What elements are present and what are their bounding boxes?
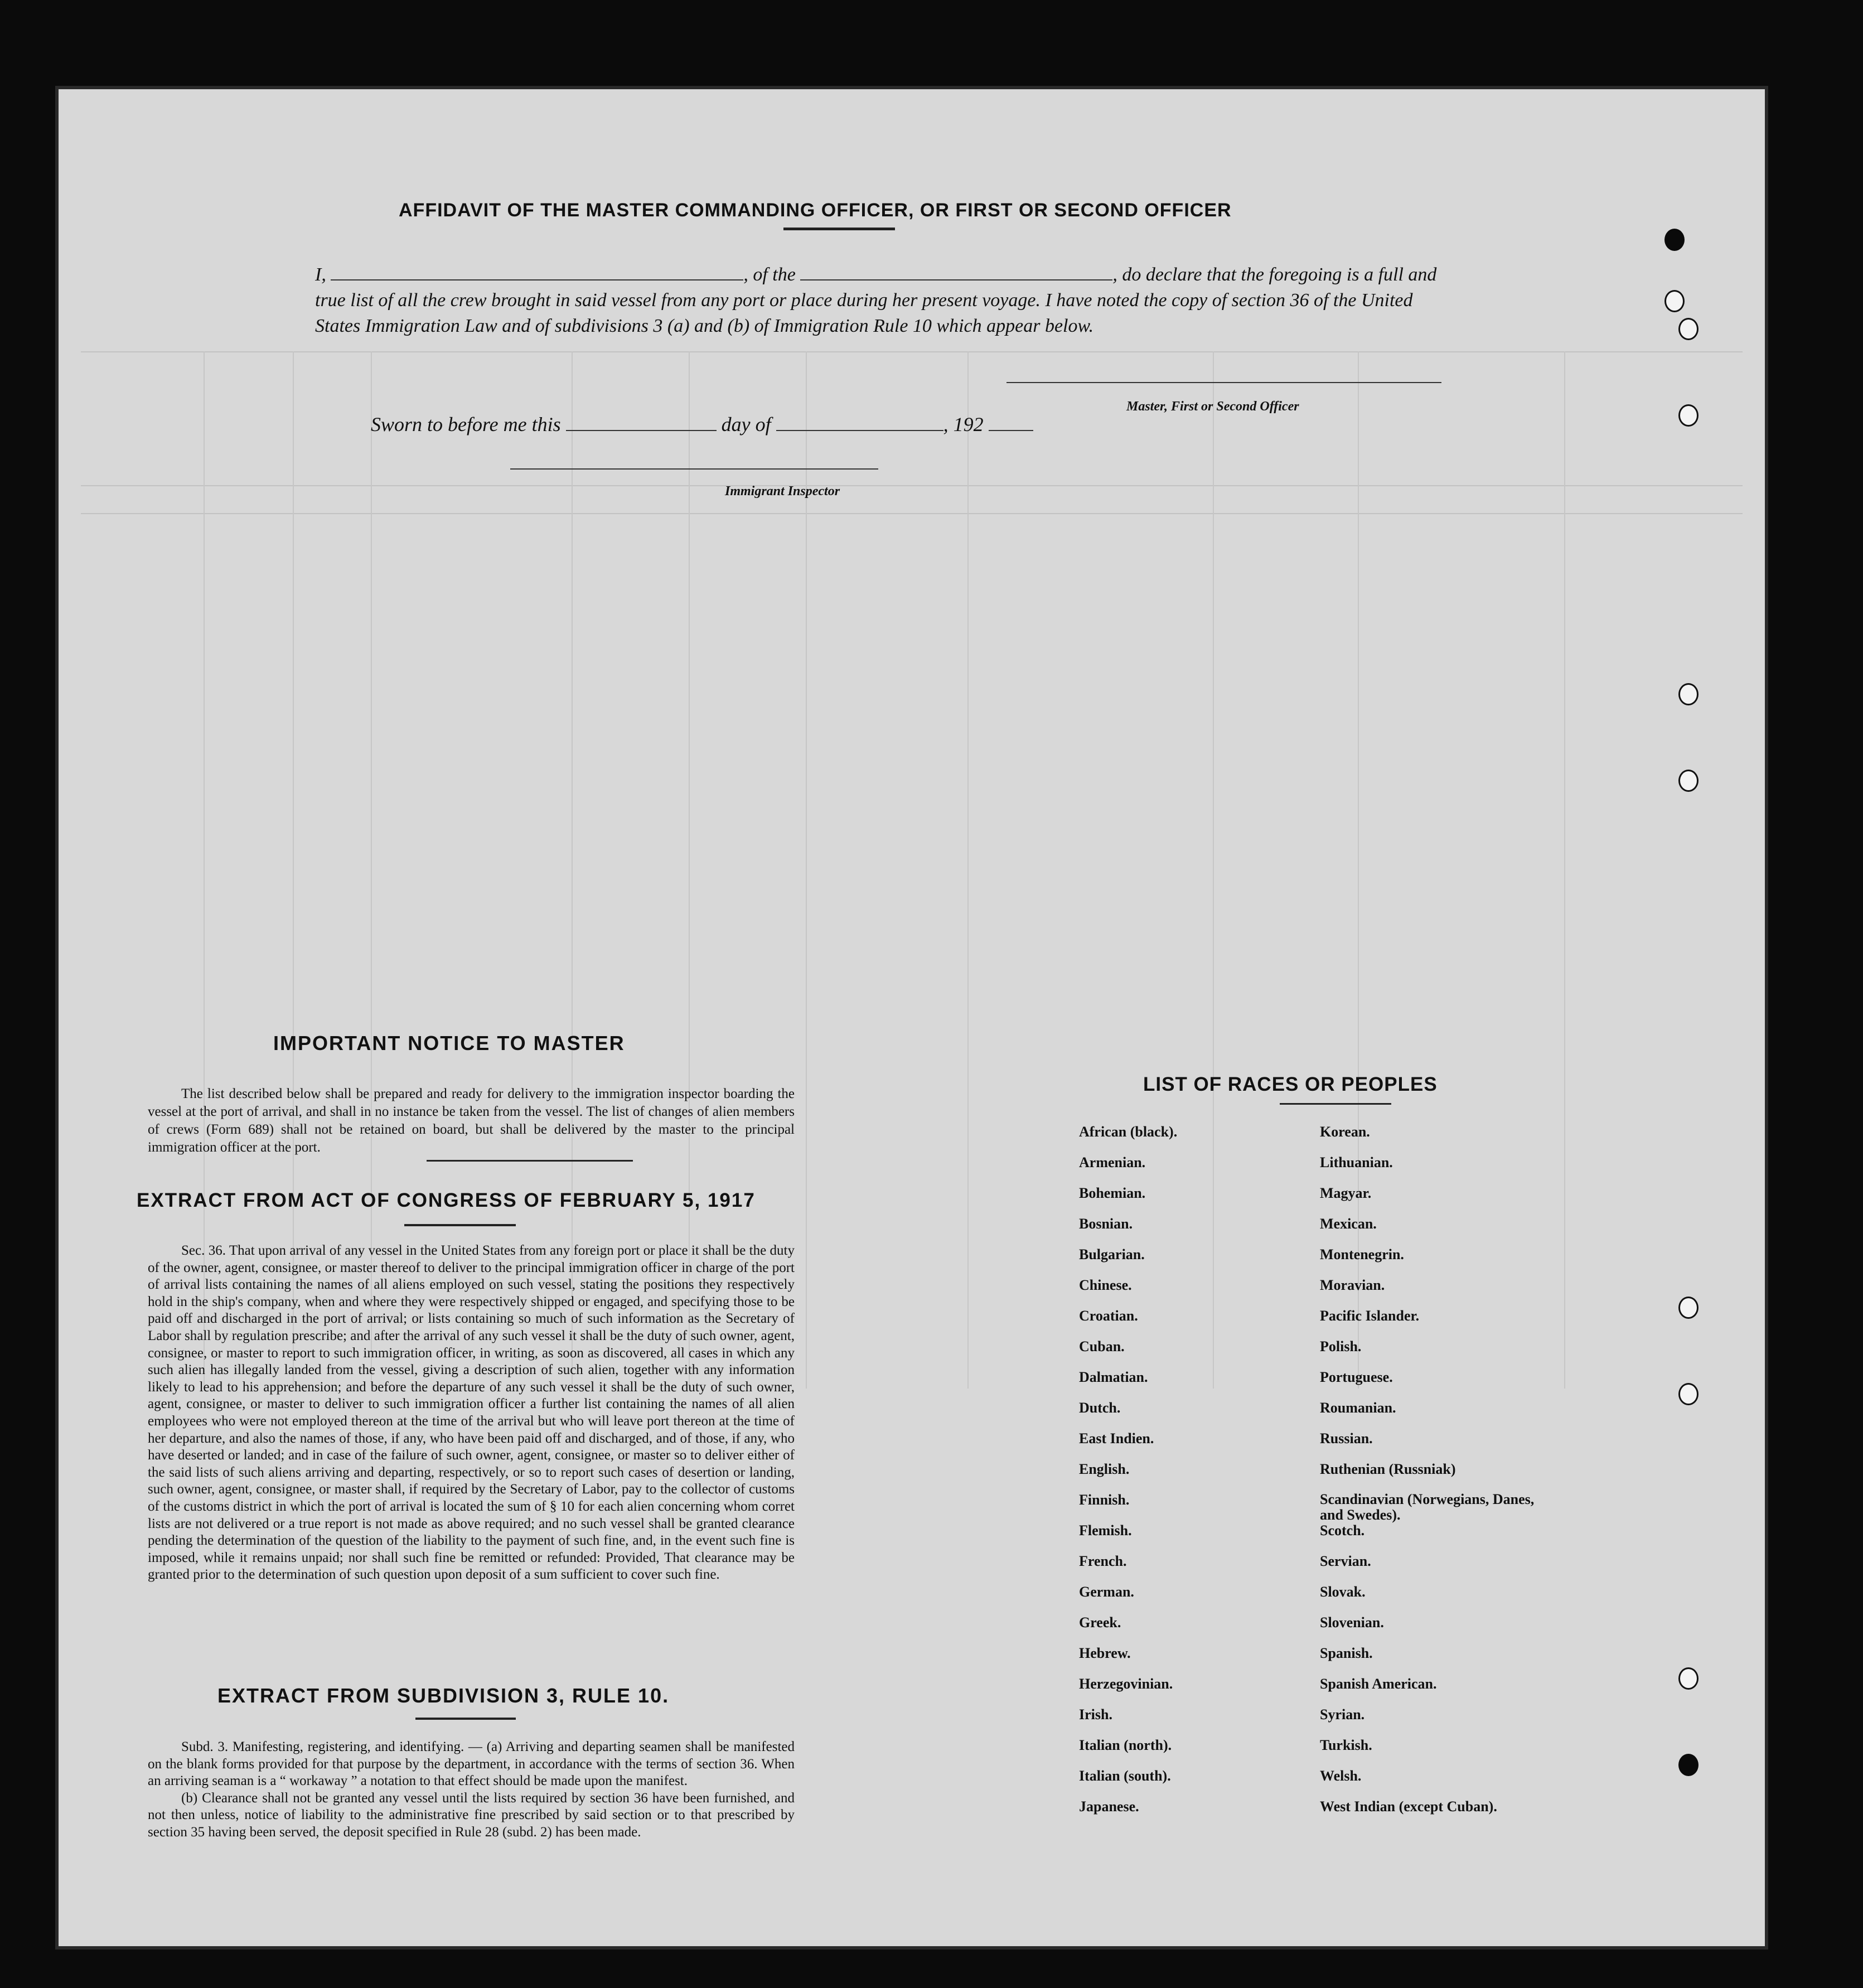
race-item: Slovak.	[1320, 1584, 1366, 1600]
race-item: Greek.	[1079, 1614, 1121, 1631]
affidavit-of-the: , of the	[743, 264, 796, 285]
race-item: Russian.	[1320, 1430, 1373, 1447]
race-item: Korean.	[1320, 1124, 1370, 1140]
rule-paragraph-a: Subd. 3. Manifesting, registering, and identifying. — (a) Arriving and departing seamen shall be manifested on the blank forms provided for that purpose by the department, in accordance with the terms of section 36. When an arriving seaman is a “ workaway ” a notation to that effect should be made upon the manifest.	[148, 1739, 795, 1788]
race-item: Spanish American.	[1320, 1676, 1437, 1692]
affidavit-body	[315, 262, 1453, 339]
race-item: Moravian.	[1320, 1277, 1385, 1293]
ghost-rule	[81, 351, 1743, 352]
races-right-list	[1320, 1124, 1543, 1829]
notice-paragraph: The list described below shall be prepared and ready for delivery to the immigration inspector boarding the vessel at the port of arrival, and shall in no instance be taken from the vessel. The list of changes of alien members of crews (Form 689) shall not be retained on board, but shall be delivered by the master to the principal immigration officer at the port.	[148, 1086, 795, 1155]
notice-rule	[427, 1160, 633, 1162]
sworn-month-field[interactable]	[776, 414, 943, 431]
race-item: Hebrew.	[1079, 1645, 1131, 1661]
binding-hole-icon	[1678, 1754, 1699, 1776]
affidavit-title: AFFIDAVIT OF THE MASTER COMMANDING OFFICER, OR FIRST OR SECOND OFFICER	[399, 200, 1232, 221]
notice-title: IMPORTANT NOTICE TO MASTER	[273, 1032, 625, 1055]
ghost-column	[1213, 351, 1214, 1389]
affidavit-i-label: I,	[315, 264, 326, 285]
race-item: Turkish.	[1320, 1737, 1372, 1753]
race-item: Flemish.	[1079, 1522, 1132, 1539]
race-item: Bulgarian.	[1079, 1246, 1145, 1263]
race-item: Lithuanian.	[1320, 1154, 1393, 1170]
sworn-year-prefix: , 192	[943, 413, 984, 436]
act-title: EXTRACT FROM ACT OF CONGRESS OF FEBRUARY 5, 1917	[137, 1189, 756, 1211]
race-item: Slovenian.	[1320, 1614, 1384, 1631]
rule-text	[148, 1739, 795, 1841]
rule-paragraph-b: (b) Clearance shall not be granted any vessel until the lists required by section 36 have been furnished, and not then unless, notice of liability to the administrative fine prescribed by said section or to that prescribed by section 35 having been served, the deposit specified in Rule 28 (subd. 2) has been made.	[148, 1790, 795, 1840]
race-item: Finnish.	[1079, 1492, 1130, 1508]
race-item: Magyar.	[1320, 1185, 1372, 1201]
race-item: Croatian.	[1079, 1308, 1138, 1324]
race-item: East Indien.	[1079, 1430, 1154, 1447]
inspector-signature-line[interactable]	[510, 468, 878, 470]
races-left-list	[1079, 1124, 1177, 1829]
race-item: Italian (north).	[1079, 1737, 1172, 1753]
race-item: Ruthenian (Russniak)	[1320, 1461, 1456, 1477]
ghost-column	[806, 351, 807, 1389]
act-underline	[404, 1224, 516, 1226]
sworn-day-field[interactable]	[566, 414, 717, 431]
title-underline	[783, 228, 895, 230]
notice-text	[148, 1085, 795, 1157]
race-item: Roumanian.	[1320, 1400, 1396, 1416]
rule-title: EXTRACT FROM SUBDIVISION 3, RULE 10.	[217, 1684, 670, 1707]
race-item: Montenegrin.	[1320, 1246, 1404, 1263]
race-item: Servian.	[1320, 1553, 1371, 1569]
race-item: German.	[1079, 1584, 1134, 1600]
ghost-column	[967, 351, 969, 1389]
race-item: Japanese.	[1079, 1798, 1139, 1815]
race-item: Herzegovinian.	[1079, 1676, 1173, 1692]
act-paragraph: Sec. 36. That upon arrival of any vessel in the United States from any foreign port or place it shall be the duty of the owner, agent, consignee, or master thereof to deliver to the principal immigration officer in charge of the port of arrival lists containing the names of all aliens employed on such vessel, stating the positions they respectively hold in the ship's company, when and where they were respectively shipped or engaged, and specifying those to be paid off and discharged in the port of arrival; or lists containing so much of such information as the Secretary of Labor shall by regulation prescribe; and after the arrival of any such vessel it shall be the duty of such owner, agent, consignee, or master to report to such immigration officer, in writing, as soon as discovered, all cases in which any such alien has illegally landed from the vessel, giving a description of such alien, together with any information likely to lead to his apprehension; and before the departure of any such vessel it shall be the duty of such owner, agent, consignee, or master to deliver to such immigration officer a further list containing the names of all alien employees who were not employed thereon at the time of the arrival but who will leave port thereon at the time of her departure, and also the names of those, if any, who have been paid off and discharged, and of those, if any, who have deserted or landed; and in case of the failure of such owner, agent, consignee, or master so to deliver either of the said lists of such aliens arriving and departing, respectively, or so to report such cases of desertion or landing, such owner, agent, consignee, or master shall, if required by the Secretary of Labor, pay to the collector of customs of the customs district in which the port of arrival is located the sum of § 10 for each alien concerning whom corret lists are not delivered or a true report is not made as above required; and no such vessel shall be granted clearance pending the determination of the question of the liability to the payment of such fine, and, in the event such fine is imposed, while it remains unpaid; nor shall such fine be remitted or refunded: Provided, That clearance may be granted prior to the determination of such question upon deposit of a sum sufficient to cover such fine.	[148, 1243, 795, 1583]
race-item: Portuguese.	[1320, 1369, 1393, 1385]
race-item: Pacific Islander.	[1320, 1308, 1420, 1324]
binding-hole-icon	[1678, 1297, 1699, 1319]
race-item: African (black).	[1079, 1124, 1178, 1140]
master-name-field[interactable]	[331, 264, 743, 280]
race-item: Chinese.	[1079, 1277, 1132, 1293]
race-item: Irish.	[1079, 1706, 1112, 1723]
ghost-column	[371, 351, 372, 1389]
race-item: Mexican.	[1320, 1216, 1377, 1232]
affidavit-declaration: that the foregoing is a full and true list of all the crew brought in said vessel from any port or place during her present voyage. I have noted the copy of section 36 of the United States Immigration Law and of subdivisions 3 (a) and (b) of Immigration Rule 10 which appear below.	[315, 264, 1437, 336]
sworn-year-field[interactable]	[989, 414, 1033, 431]
race-item: Armenian.	[1079, 1154, 1146, 1170]
signature-label: Master, First or Second Officer	[1126, 399, 1299, 414]
race-item: Dalmatian.	[1079, 1369, 1148, 1385]
binding-hole-icon	[1678, 1383, 1699, 1405]
binding-hole-icon	[1678, 1667, 1699, 1690]
ghost-column	[689, 351, 690, 1389]
race-item: Scotch.	[1320, 1522, 1365, 1539]
binding-hole-icon	[1678, 683, 1699, 705]
binding-hole-icon	[1664, 229, 1685, 251]
race-item: West Indian (except Cuban).	[1320, 1798, 1497, 1815]
binding-hole-icon	[1678, 770, 1699, 792]
ghost-rule	[81, 513, 1743, 514]
ghost-column	[1564, 351, 1565, 1389]
sworn-prefix: Sworn to before me this	[371, 413, 561, 436]
sworn-day-of: day of	[721, 413, 771, 436]
race-item: Cuban.	[1079, 1338, 1125, 1355]
signature-line[interactable]	[1006, 382, 1441, 383]
race-item: French.	[1079, 1553, 1127, 1569]
act-text	[148, 1242, 795, 1584]
vessel-name-field[interactable]	[800, 264, 1112, 280]
race-item: Dutch.	[1079, 1400, 1121, 1416]
race-item: Syrian.	[1320, 1706, 1365, 1723]
sworn-line	[371, 413, 1207, 436]
races-underline	[1280, 1103, 1391, 1105]
race-item: Polish.	[1320, 1338, 1362, 1355]
affidavit-do-declare: , do declare	[1112, 264, 1202, 285]
inspector-label: Immigrant Inspector	[725, 484, 840, 499]
ghost-rule	[81, 485, 1743, 486]
ghost-column	[293, 351, 294, 1389]
binding-hole-icon	[1678, 318, 1699, 340]
ghost-column	[572, 351, 573, 1389]
race-item: Welsh.	[1320, 1768, 1362, 1784]
binding-hole-icon	[1664, 290, 1685, 312]
binding-hole-icon	[1678, 404, 1699, 427]
ghost-column	[204, 351, 205, 1389]
rule-underline	[415, 1718, 516, 1720]
document-sheet	[59, 89, 1765, 1946]
race-item: English.	[1079, 1461, 1130, 1477]
races-title: LIST OF RACES OR PEOPLES	[1143, 1073, 1438, 1095]
race-item: Italian (south).	[1079, 1768, 1171, 1784]
race-item: Bosnian.	[1079, 1216, 1133, 1232]
race-item: Scandinavian (Norwegians, Danes, and Swedes).	[1320, 1491, 1535, 1523]
race-item: Spanish.	[1320, 1645, 1373, 1661]
race-item: Bohemian.	[1079, 1185, 1146, 1201]
